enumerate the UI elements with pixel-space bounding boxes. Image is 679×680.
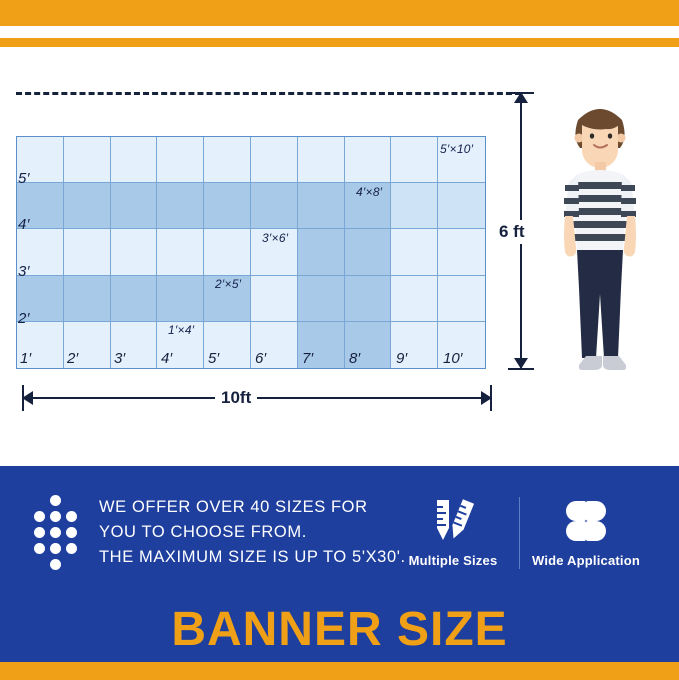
- size-label-5x10: 5′×10′: [440, 142, 474, 156]
- x-tick-4: 4′: [161, 350, 173, 367]
- x-tick-10: 10′: [443, 350, 463, 367]
- four-petals-icon: [564, 497, 608, 545]
- feature-label: Multiple Sizes: [408, 553, 498, 568]
- grid-cell: [438, 229, 485, 275]
- grid-cell: [157, 229, 204, 275]
- width-dimension-label: 10ft: [215, 387, 257, 409]
- grid-cell: [64, 276, 111, 322]
- size-label-2x5: 2′×5′: [215, 277, 242, 291]
- dot-pattern-icon: [34, 495, 77, 570]
- grid-cell: [157, 276, 204, 322]
- width-arrow-left-icon: [22, 391, 33, 405]
- x-tick-7: 7′: [302, 350, 314, 367]
- grid-cell: [391, 229, 438, 275]
- grid-cell: [157, 183, 204, 229]
- x-tick-9: 9′: [396, 350, 408, 367]
- feature-multiple-sizes: [399, 497, 507, 568]
- y-tick-3: 3′: [18, 263, 30, 280]
- x-tick-8: 8′: [349, 350, 361, 367]
- grid-cell: [204, 229, 251, 275]
- grid-cell: [298, 229, 345, 275]
- footer-content-row: [0, 466, 679, 599]
- claim-line-2: YOU TO CHOOSE FROM.: [99, 523, 307, 541]
- grid-cell: [345, 276, 392, 322]
- feature-label: Wide Application: [531, 553, 641, 568]
- size-grid: [16, 136, 486, 369]
- y-tick-2: 2′: [18, 310, 30, 327]
- rulers-icon: [431, 497, 475, 545]
- grid-cell: [298, 183, 345, 229]
- x-tick-1: 1′: [20, 350, 32, 367]
- grid-cell: [157, 137, 204, 183]
- y-tick-4: 4′: [18, 216, 30, 233]
- size-label-4x8: 4′×8′: [356, 185, 383, 199]
- grid-cell: [391, 276, 438, 322]
- x-tick-2: 2′: [67, 350, 79, 367]
- grid-cell: [111, 137, 158, 183]
- grid-cell: [64, 137, 111, 183]
- dashed-guide-line: [16, 92, 521, 95]
- x-axis-tick-labels: [16, 341, 486, 369]
- grid-cell: [64, 229, 111, 275]
- size-label-1x4: 1′×4′: [168, 323, 195, 337]
- height-dimension-label: 6 ft: [496, 220, 528, 244]
- grid-cell: [111, 183, 158, 229]
- grid-cell: [204, 137, 251, 183]
- claim-line-3: THE MAXIMUM SIZE IS UP TO 5'X30'.: [99, 548, 406, 566]
- grid-cell: [251, 276, 298, 322]
- grid-cell: [204, 183, 251, 229]
- grid-cell: [345, 137, 392, 183]
- size-label-3x6: 3′×6′: [262, 231, 289, 245]
- grid-cell: [251, 183, 298, 229]
- grid-cell: [298, 276, 345, 322]
- grid-cell: [391, 137, 438, 183]
- grid-cell: [298, 137, 345, 183]
- grid-cell: [111, 276, 158, 322]
- feature-wide-application: [532, 497, 640, 568]
- size-comparison-diagram: [0, 60, 679, 460]
- bottom-accent-bar: [0, 662, 679, 680]
- height-arrow-down-icon: [514, 358, 528, 369]
- grid-cell: [438, 276, 485, 322]
- footer-banner: [0, 466, 679, 680]
- grid-cell: [345, 229, 392, 275]
- x-tick-3: 3′: [114, 350, 126, 367]
- banner-title: BANNER SIZE: [171, 602, 508, 656]
- grid-cell: [111, 229, 158, 275]
- footer-divider: [519, 497, 520, 569]
- claim-line-1: WE OFFER OVER 40 SIZES FOR: [99, 498, 368, 516]
- x-tick-5: 5′: [208, 350, 220, 367]
- y-tick-5: 5′: [18, 170, 30, 187]
- top-accent-bar-thick: [0, 0, 679, 26]
- grid-cell: [391, 183, 438, 229]
- height-arrow-up-icon: [514, 92, 528, 103]
- grid-cell: [438, 183, 485, 229]
- grid-cell: [251, 137, 298, 183]
- top-accent-bar-thin: [0, 38, 679, 47]
- person-illustration: [545, 90, 655, 400]
- width-arrow-right-icon: [481, 391, 492, 405]
- x-tick-6: 6′: [255, 350, 267, 367]
- grid-cell: [64, 183, 111, 229]
- claim-text: [99, 495, 406, 570]
